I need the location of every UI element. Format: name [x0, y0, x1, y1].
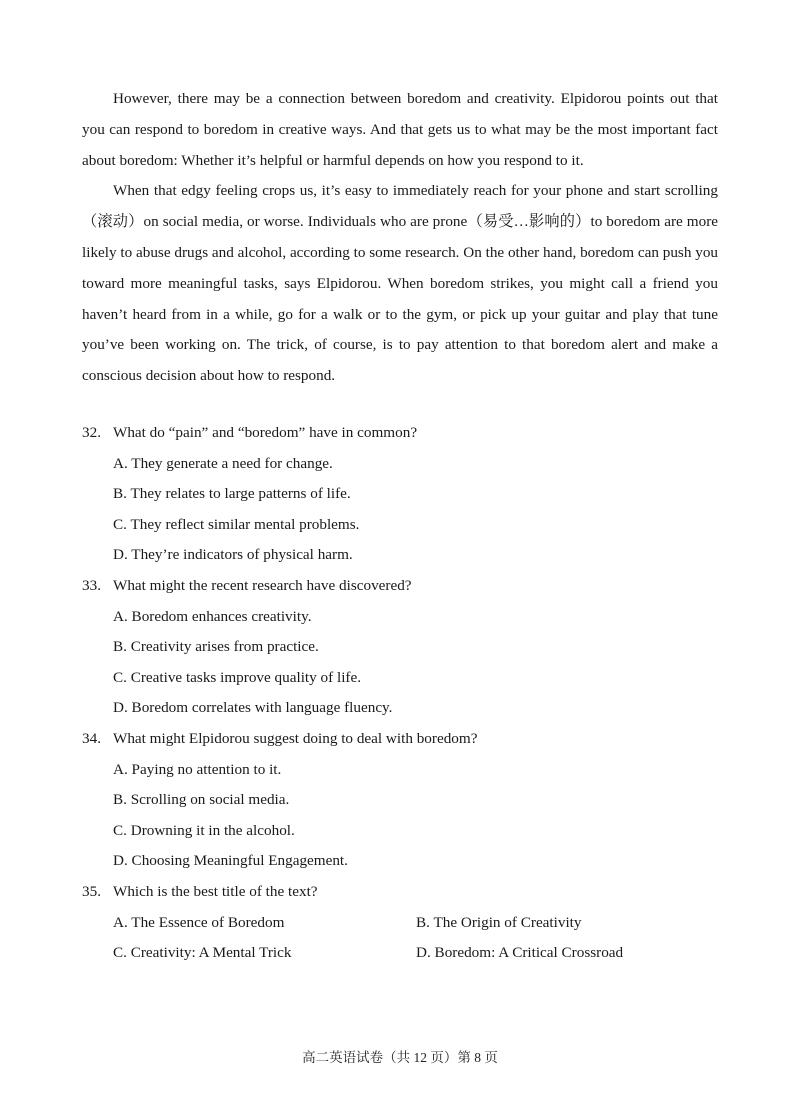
- question-35: [82, 877, 722, 969]
- option-a: A. Paying no attention to it.: [113, 760, 282, 778]
- option-c: C. Drowning it in the alcohol.: [113, 821, 295, 839]
- option-b: B. They relates to large patterns of life.: [113, 485, 351, 503]
- option-a: A. Boredom enhances creativity.: [113, 607, 312, 625]
- question-34: [82, 724, 722, 877]
- option-b: B. The Origin of Creativity: [416, 913, 582, 931]
- passage-paragraph-2: When that edgy feeling crops us, it’s easy to immediately reach for your phone and start scrolling（滚动）on social media, or worse. Individuals who are prone（易受…影响的）to boredom are more likely to abuse drugs and alcohol, according to some research. On the other hand, boredom can push you toward more meaningful tasks, says Elpidorou. When boredom strikes, you might call a friend you haven’t heard from in a while, go for a walk or to the gym, or pick up your guitar and play that tune you’ve been working on. The trick, of course, is to pay attention to that boredom alert and make a conscious decision about how to respond.: [82, 182, 719, 385]
- option-c: C. Creativity: A Mental Trick: [113, 944, 292, 962]
- passage-paragraph-1: However, there may be a connection between boredom and creativity. Elpidorou points out that you can respond to boredom in creative ways. And that gets us to what may be the most important fact about boredom: Whether it’s helpful or harmful depends on how you respond to it.: [82, 90, 718, 169]
- option-d: D. Boredom: A Critical Crossroad: [416, 944, 624, 962]
- reading-passage: [82, 84, 718, 392]
- option-a: A. They generate a need for change.: [113, 454, 333, 472]
- option-b: B. Scrolling on social media.: [113, 791, 290, 809]
- question-number: 34.: [82, 729, 101, 747]
- page-footer: 高二英语试卷（共 12 页）第 8 页: [302, 1050, 498, 1065]
- question-list: [82, 418, 722, 969]
- question-number: 32.: [82, 424, 101, 441]
- question-number: 33.: [82, 576, 101, 594]
- option-b: B. Creativity arises from practice.: [113, 638, 319, 656]
- option-c: C. Creative tasks improve quality of life.: [113, 668, 362, 686]
- question-text: What might the recent research have discovered?: [113, 576, 412, 594]
- option-a: A. The Essence of Boredom: [113, 913, 285, 931]
- option-d: D. They’re indicators of physical harm.: [113, 546, 353, 564]
- option-grid: [82, 908, 722, 969]
- question-stem: [82, 724, 722, 755]
- question-stem: [82, 571, 722, 602]
- option-d: D. Choosing Meaningful Engagement.: [113, 852, 348, 870]
- question-33: [82, 571, 722, 724]
- question-number: 35.: [82, 882, 101, 900]
- option-d: D. Boredom correlates with language fluency.: [113, 699, 393, 717]
- question-text: What do “pain” and “boredom” have in common?: [113, 424, 418, 441]
- question-text: What might Elpidorou suggest doing to deal with boredom?: [113, 729, 478, 747]
- question-stem: [82, 418, 722, 449]
- option-c: C. They reflect similar mental problems.: [113, 515, 360, 533]
- question-32: [82, 418, 722, 571]
- question-stem: [82, 877, 722, 908]
- question-text: Which is the best title of the text?: [113, 882, 318, 900]
